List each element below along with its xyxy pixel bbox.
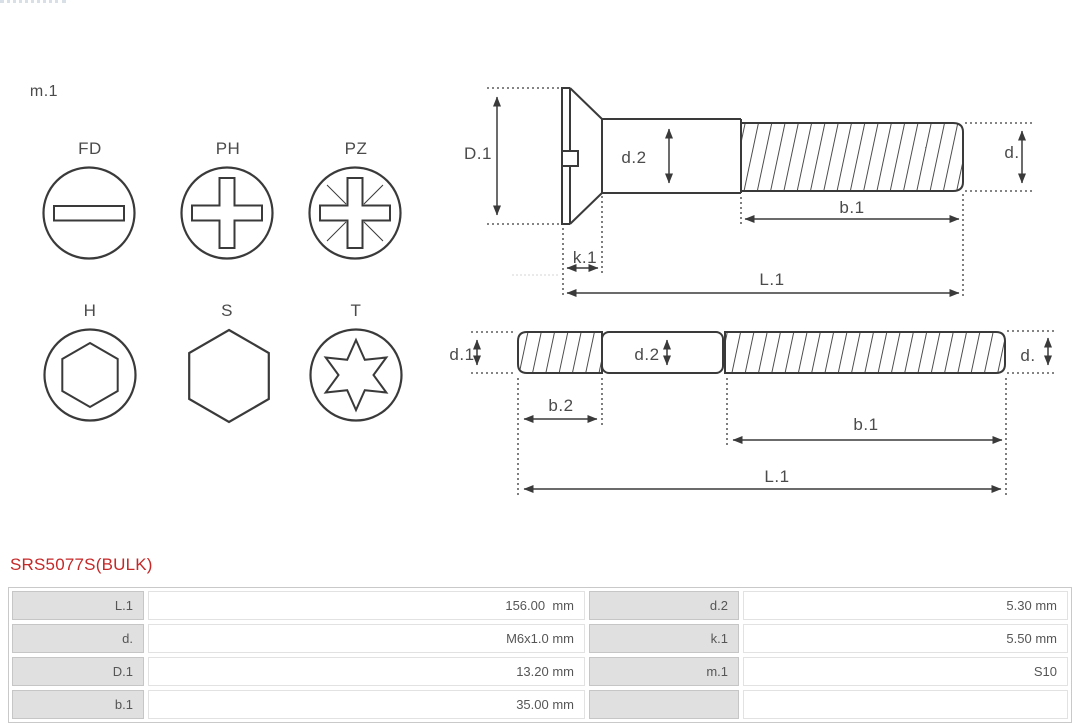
spec-row [12,657,1068,686]
drive-icon-pz [310,139,401,259]
drive-icon-ph [182,139,273,259]
pozidriv-drive-icon [310,168,401,259]
plain-section [602,332,723,373]
drive-icon-h-label: H [83,301,97,320]
screw-slot [562,151,578,166]
spec-label [589,690,739,719]
dim-b1-label: b.1 [839,198,865,217]
slotted-drive-icon [44,168,135,259]
spec-label: L.1 [12,591,144,620]
drive-icon-t [311,301,402,421]
spec-value: 35.00 mm [148,690,585,719]
drive-icon-t-label: T [350,301,362,320]
spec-label: D.1 [12,657,144,686]
dim-d-label: d. [1004,143,1020,162]
dim-b1-label: b.1 [853,415,879,434]
drive-icon-h [45,301,136,421]
dim-d2-label: d.2 [621,148,647,167]
phillips-drive-icon [182,168,273,259]
spec-value: 5.50 mm [743,624,1068,653]
threaded-section-left [518,332,602,373]
dim-D1-label: D.1 [464,144,492,163]
drive-type-icons [44,139,402,422]
stud-diagram [449,331,1056,497]
spec-value: 5.30 mm [743,591,1068,620]
drive-icon-s-label: S [221,301,233,320]
threaded-section [741,123,963,191]
spec-row [12,591,1068,620]
spec-label: k.1 [589,624,739,653]
spec-table [8,587,1072,723]
drive-icon-s [189,301,269,422]
spec-value: S10 [743,657,1068,686]
stud-body [518,332,1005,373]
dim-b2-label: b.2 [548,396,574,415]
drive-icon-fd-label: FD [78,139,102,158]
spec-row [12,690,1068,719]
part-number: SRS5077S(BULK) [10,555,153,574]
spec-label: d.2 [589,591,739,620]
external-hex-icon [189,330,269,422]
spec-value [743,690,1068,719]
dim-d-label: d. [1020,346,1036,365]
spec-row [12,624,1068,653]
dim-d2-label: d.2 [634,345,660,364]
countersunk-screw-diagram [464,88,1032,296]
dim-k1-label: k.1 [572,248,598,267]
dim-L1-label: L.1 [764,467,790,486]
drive-icon-fd [44,139,135,259]
threaded-section-right [725,332,1005,373]
dim-d1-label: d.1 [449,345,475,364]
spec-value: M6x1.0 mm [148,624,585,653]
spec-label: b.1 [12,690,144,719]
spec-value: 13.20 mm [148,657,585,686]
m1-label: m.1 [29,83,59,100]
spec-value: 156.00 mm [148,591,585,620]
spec-label: d. [12,624,144,653]
torx-drive-icon [311,330,402,421]
drive-icon-pz-label: PZ [344,139,368,158]
page-edge-artifact [0,0,66,6]
drive-icon-ph-label: PH [215,139,241,158]
dim-L1-label: L.1 [759,270,785,289]
spec-label: m.1 [589,657,739,686]
